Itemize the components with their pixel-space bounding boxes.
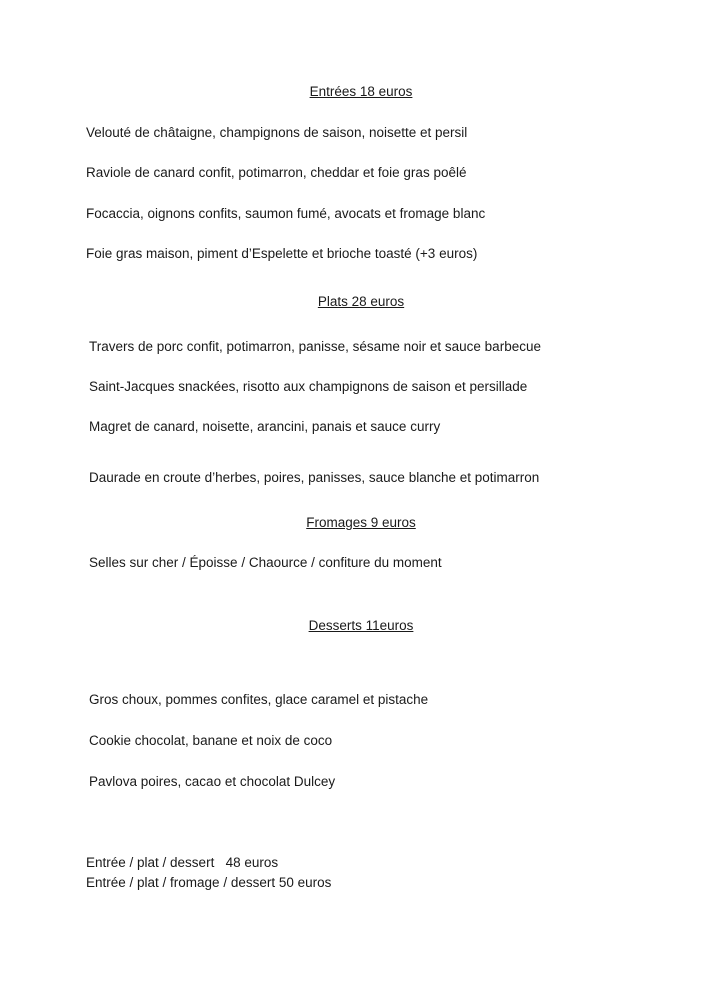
menu-item-entree: Foie gras maison, piment d’Espelette et brioche toasté (+3 euros): [86, 246, 478, 261]
section-heading-fromages: Fromages 9 euros: [306, 515, 416, 530]
menu-item-dessert: Pavlova poires, cacao et chocolat Dulcey: [89, 774, 336, 789]
menu-item-plat: Saint-Jacques snackées, risotto aux champignons de saison et persillade: [89, 379, 528, 394]
menu-item-plat: Travers de porc confit, potimarron, panisse, sésame noir et sauce barbecue: [89, 339, 541, 354]
menu-item-dessert: Gros choux, pommes confites, glace caramel et pistache: [89, 692, 429, 707]
formule-price: Entrée / plat / dessert 48 euros: [86, 855, 279, 870]
menu-item-plat: Daurade en croute d’herbes, poires, panisses, sauce blanche et potimarron: [89, 470, 540, 485]
menu-item-entree: Focaccia, oignons confits, saumon fumé, avocats et fromage blanc: [86, 206, 486, 221]
formule-price: Entrée / plat / fromage / dessert 50 euros: [86, 875, 332, 890]
menu-item-fromage: Selles sur cher / Époisse / Chaource / confiture du moment: [89, 555, 442, 570]
section-heading-desserts: Desserts 11euros: [308, 618, 414, 633]
menu-item-dessert: Cookie chocolat, banane et noix de coco: [89, 733, 333, 748]
menu-item-entree: Velouté de châtaigne, champignons de saison, noisette et persil: [86, 125, 468, 140]
menu-item-plat: Magret de canard, noisette, arancini, panais et sauce curry: [89, 419, 441, 434]
menu-item-entree: Raviole de canard confit, potimarron, cheddar et foie gras poêlé: [86, 165, 467, 180]
section-heading-plats: Plats 28 euros: [317, 294, 405, 309]
section-heading-entrees: Entrées 18 euros: [309, 84, 413, 99]
